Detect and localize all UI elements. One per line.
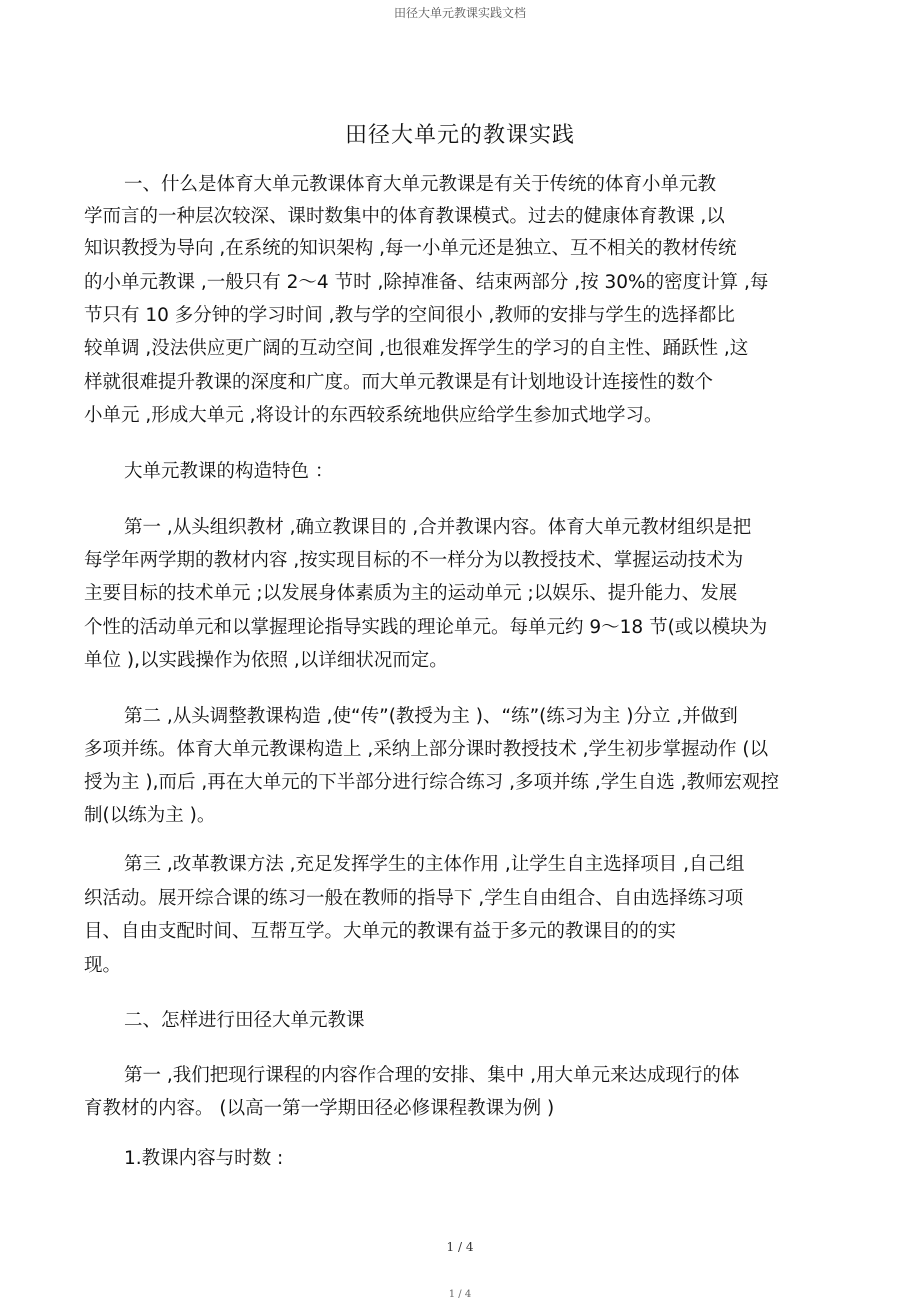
text-line: 节只有 10 多分钟的学习时间 ,教与学的空间很小 ,教师的安排与学生的选择都比 [84, 305, 735, 326]
text-line: 每学年两学期的教材内容 ,按实现目标的不一样分为以教授技术、掌握运动技术为 [84, 550, 744, 571]
text-line: 一、什么是体育大单元教课体育大单元教课是有关于传统的体育小单元教 [124, 174, 717, 195]
section-heading: 二、怎样进行田径大单元教课 [124, 1010, 365, 1031]
text-line: 小单元 ,形成大单元 ,将设计的东西较系统地供应给学生参加式地学习。 [84, 405, 663, 426]
running-header: 田径大单元教课实践文档 [393, 6, 526, 20]
text-line: 学而言的一种层次较深、课时数集中的体育教课模式。过去的健康体育教课 ,以 [84, 206, 725, 227]
text-line: 样就很难提升教课的深度和广度。而大单元教课是有计划地设计连接性的数个 [84, 372, 714, 393]
page-indicator: 1 / 4 [446, 1240, 474, 1254]
document-title: 田径大单元的教课实践 [344, 123, 575, 148]
text-line: 多项并练。体育大单元教课构造上 ,采纳上部分课时教授技术 ,学生初步掌握动作 (以 [84, 739, 769, 760]
list-item-heading: 1.教课内容与时数 : [124, 1148, 284, 1169]
text-line: 较单调 ,没法供应更广阔的互动空间 ,也很难发挥学生的学习的自主性、踊跃性 ,这 [84, 338, 749, 359]
section-subheading: 大单元教课的构造特色 ： [124, 461, 334, 482]
text-line: 目、自由支配时间、互帮互学。大单元的教课有益于多元的教课目的的实 [84, 921, 677, 942]
text-line: 单位 ),以实践操作为依照 ,以详细状况而定。 [84, 650, 448, 671]
text-line: 第一 ,从头组织教材 ,确立教课目的 ,合并教课内容。体育大单元教材组织是把 [124, 517, 752, 538]
text-line: 第二 ,从头调整教课构造 ,使“传”(教授为主 )、“练”(练习为主 )分立 ,并做到 [124, 706, 738, 727]
text-line: 知识教授为导向 ,在系统的知识架构 ,每一小单元还是独立、互不相关的教材传统 [84, 238, 737, 259]
text-line: 授为主 ),而后 ,再在大单元的下半部分进行综合练习 ,多项并练 ,学生自选 ,教师宏观控 [84, 772, 780, 793]
text-line: 织活动。展开综合课的练习一般在教师的指导下 ,学生自由组合、自由选择练习项 [84, 888, 744, 909]
text-line: 现。 [84, 955, 122, 976]
text-line: 第三 ,改革教课方法 ,充足发挥学生的主体作用 ,让学生自主选择项目 ,自己组 [124, 854, 745, 875]
text-line: 制(以练为主 )。 [84, 805, 216, 826]
text-line: 主要目标的技术单元 ;以发展身体素质为主的运动单元 ;以娱乐、提升能力、发展 [84, 583, 738, 604]
text-line: 的小单元教课 ,一般只有 2～4 节时 ,除掉准备、结束两部分 ,按 30%的密度计算 ,每 [84, 272, 769, 293]
text-line: 育教材的内容。 (以高一第一学期田径必修课程教课为例 ) [84, 1098, 555, 1119]
page-indicator-bottom: 1 / 4 [448, 1289, 472, 1300]
text-line: 第一 ,我们把现行课程的内容作合理的安排、集中 ,用大单元来达成现行的体 [124, 1065, 740, 1086]
text-line: 个性的活动单元和以掌握理论指导实践的理论单元。每单元约 9～18 节(或以模块为 [84, 617, 768, 638]
